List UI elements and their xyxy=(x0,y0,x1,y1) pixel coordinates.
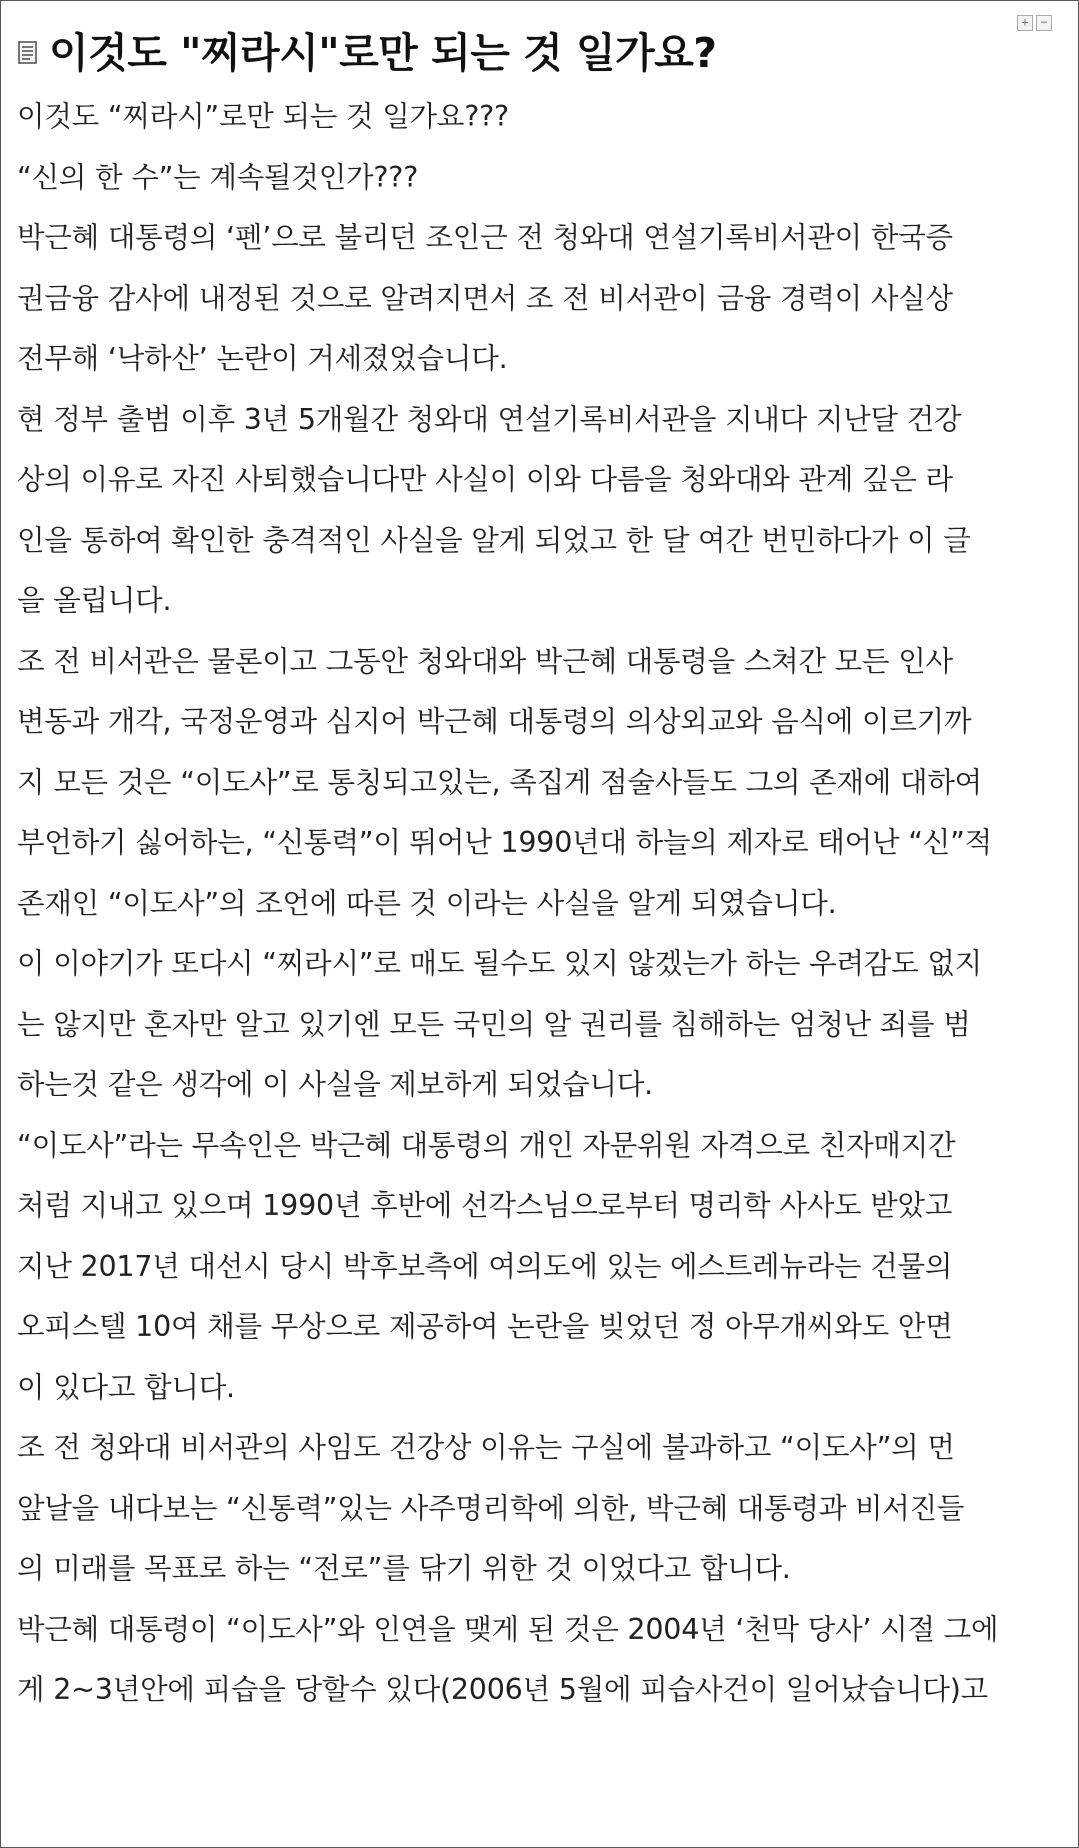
body-line: 인을 통하여 확인한 충격적인 사실을 알게 되었고 한 달 여간 번민하다가 이 글 xyxy=(17,523,971,557)
body-line: 전무해 ‘낙하산’ 논란이 거세졌었습니다. xyxy=(17,342,508,375)
post-body xyxy=(17,87,1067,1721)
post-header xyxy=(17,19,717,79)
body-line: 권금융 감사에 내정된 것으로 알려지면서 조 전 비서관이 금융 경력이 사실상 xyxy=(17,281,953,315)
body-line: 게 2~3년안에 피습을 당할수 있다(2006년 5월에 피습사건이 일어났습니다)고 xyxy=(17,1673,989,1706)
body-line: 하는것 같은 생각에 이 사실을 제보하게 되었습니다. xyxy=(17,1068,653,1101)
body-line: 이것도 “찌라시”로만 되는 것 일가요??? xyxy=(17,100,509,133)
body-line: 앞날을 내다보는 “신통력”있는 사주명리학에 의한, 박근혜 대통령과 비서진들 xyxy=(17,1491,965,1525)
body-line: “이도사”라는 무속인은 박근혜 대통령의 개인 자문위원 자격으로 친자매지간 xyxy=(17,1128,956,1162)
collapse-button[interactable]: − xyxy=(1036,15,1052,31)
body-line: 박근혜 대통령의 ‘펜’으로 불리던 조인근 전 청와대 연설기록비서관이 한국증 xyxy=(17,221,953,254)
expand-button[interactable]: + xyxy=(1017,15,1033,31)
window-controls xyxy=(1017,15,1052,31)
body-line: 을 올립니다. xyxy=(17,584,172,617)
body-line: 조 전 비서관은 물론이고 그동안 청와대와 박근혜 대통령을 스쳐간 모든 인사 xyxy=(17,644,953,678)
body-line: 이 이야기가 또다시 “찌라시”로 매도 될수도 있지 않겠는가 하는 우려감도 없지 xyxy=(17,947,982,980)
body-line: 의 미래를 목표로 하는 “전로”를 닦기 위한 것 이었다고 합니다. xyxy=(17,1552,791,1585)
body-line: 처럼 지내고 있으며 1990년 후반에 선각스님으로부터 명리학 사사도 받았고 xyxy=(17,1189,953,1222)
body-line: 부언하기 싫어하는, “신통력”이 뛰어난 1990년대 하늘의 제자로 태어난 “신”적 xyxy=(17,826,992,859)
body-line: 이 있다고 합니다. xyxy=(17,1370,235,1404)
body-line: 오피스텔 10여 채를 무상으로 제공하여 논란을 빚었던 정 아무개씨와도 안면 xyxy=(17,1310,953,1343)
body-line: 존재인 “이도사”의 조언에 따른 것 이라는 사실을 알게 되였습니다. xyxy=(17,886,837,920)
body-line: 지 모든 것은 “이도사”로 통칭되고있는, 족집게 점술사들도 그의 존재에 대하여 xyxy=(17,765,982,799)
body-line: 조 전 청와대 비서관의 사임도 건강상 이유는 구실에 불과하고 “이도사”의 먼 xyxy=(17,1431,955,1464)
body-line: 변동과 개각, 국정운영과 심지어 박근혜 대통령의 의상외교와 음식에 이르기까 xyxy=(17,705,972,738)
body-line: 지난 2017년 대선시 당시 박후보측에 여의도에 있는 에스트레뉴라는 건물의 xyxy=(17,1249,953,1283)
document-icon xyxy=(17,41,39,65)
body-line: 현 정부 출범 이후 3년 5개월간 청와대 연설기록비서관을 지내다 지난달 건강 xyxy=(17,402,962,436)
body-line: “신의 한 수”는 계속될것인가??? xyxy=(17,160,419,194)
body-line: 는 않지만 혼자만 알고 있기엔 모든 국민의 알 권리를 침해하는 엄청난 죄를 범 xyxy=(17,1007,971,1041)
body-line: 박근혜 대통령이 “이도사”와 인연을 맺게 된 것은 2004년 ‘천막 당사’ 시절 그에 xyxy=(17,1612,999,1646)
body-line: 상의 이유로 자진 사퇴했습니다만 사실이 이와 다름을 청와대와 관계 깊은 라 xyxy=(17,463,953,496)
post-title: 이것도 "찌라시"로만 되는 것 일가요? xyxy=(49,28,717,77)
